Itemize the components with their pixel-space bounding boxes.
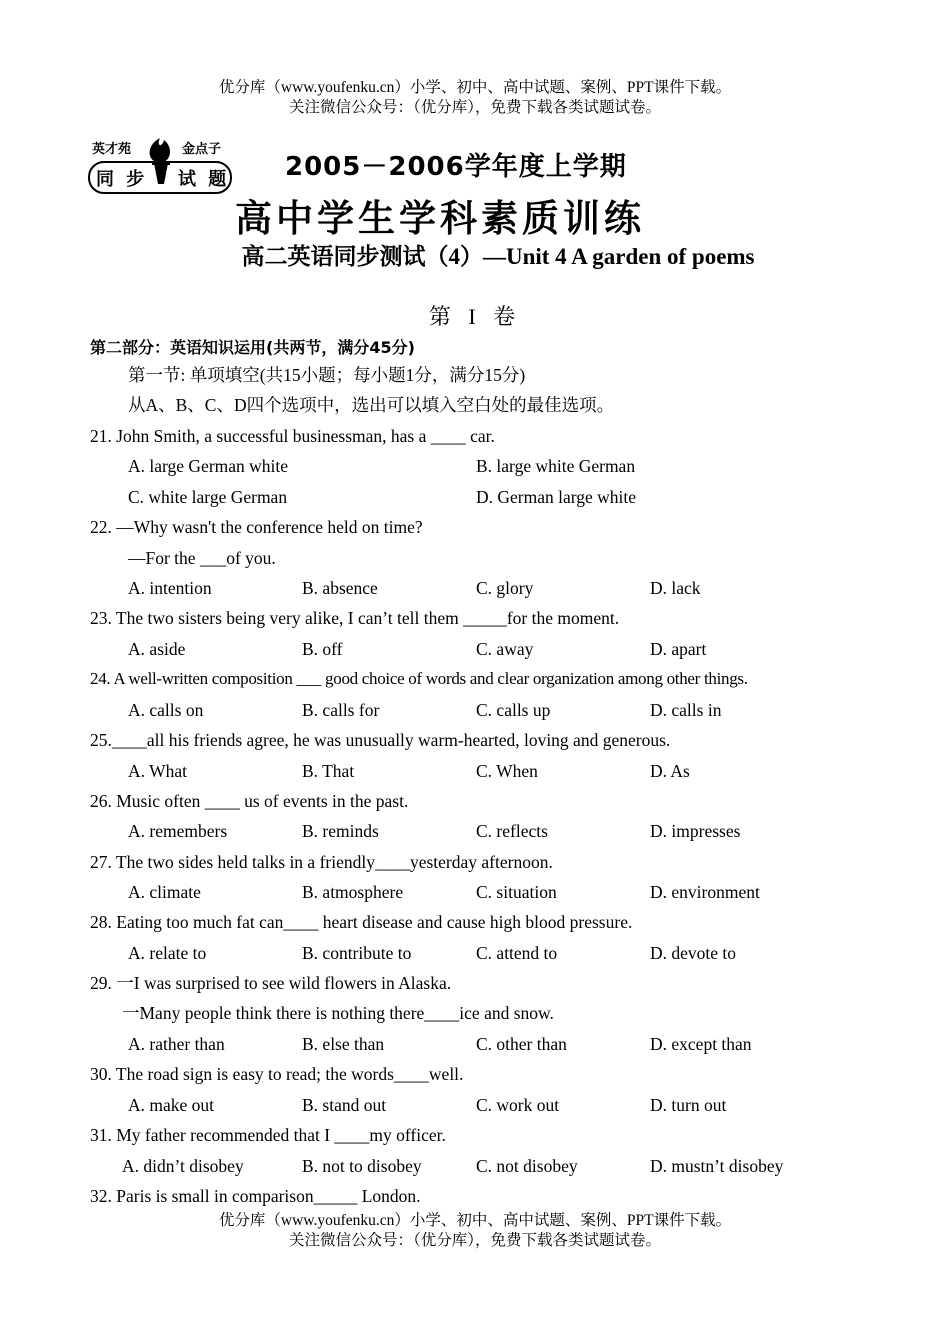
question-stem: 23. The two sisters being very alike, I can’t tell them _____for the moment.: [90, 608, 620, 628]
option-a: A. relate to: [128, 943, 207, 963]
option-a: A. aside: [128, 639, 186, 659]
question-stem: 31. My father recommended that I ____my officer.: [90, 1125, 446, 1145]
footer-line-2: 关注微信公众号：（优分库），免费下载各类试题试卷。: [288, 1232, 661, 1249]
option-a: A. rather than: [128, 1034, 225, 1054]
option-b: B. large white German: [476, 456, 636, 476]
option-a: A. large German white: [128, 456, 289, 476]
option-d: D. German large white: [476, 487, 637, 507]
footer-line-1: 优分库（www.youfenku.cn）小学、初中、高中试题、案例、PPT课件下载。: [218, 1212, 732, 1229]
option-a: A. What: [128, 761, 187, 781]
option-b: B. stand out: [302, 1095, 387, 1115]
title-subtitle: 高二英语同步测试（4）—Unit 4 A garden of poems: [241, 244, 755, 269]
option-b: B. That: [302, 761, 355, 781]
title-main: 高中学生学科素质训练: [235, 197, 645, 240]
question-stem: 29. 一I was surprised to see wild flowers in Alaska.: [90, 973, 452, 993]
header-line-2: 关注微信公众号：（优分库），免费下载各类试题试卷。: [288, 99, 661, 116]
option-b: B. contribute to: [302, 943, 412, 963]
instructions: 从A、B、C、D四个选项中，选出可以填入空白处的最佳选项。: [128, 395, 615, 415]
title-year: 2005－2006学年度上学期: [285, 152, 627, 182]
question-stem: 32. Paris is small in comparison_____ London.: [90, 1186, 421, 1206]
option-d: D. devote to: [650, 943, 737, 963]
question-stem-2: —For the ___of you.: [128, 548, 276, 568]
question-stem: 27. The two sides held talks in a friendly____yesterday afternoon.: [90, 852, 553, 872]
option-d: D. lack: [650, 578, 701, 598]
logo-bottom-left: 同 步: [96, 169, 148, 190]
question-stem: 22. —Why wasn't the conference held on time?: [90, 517, 423, 537]
logo-left-text: 英才苑: [92, 142, 132, 157]
option-d: D. impresses: [650, 821, 741, 841]
question-stem: 30. The road sign is easy to read; the words____well.: [90, 1064, 464, 1084]
logo-right-text: 金点子: [182, 142, 222, 157]
option-b: B. not to disobey: [302, 1156, 422, 1176]
option-c: C. work out: [476, 1095, 560, 1115]
option-b: B. calls for: [302, 700, 380, 720]
part1-heading: 第一节: 单项填空(共15小题；每小题1分，满分15分): [128, 365, 526, 385]
option-c: C. away: [476, 639, 534, 659]
option-b: B. off: [302, 639, 343, 659]
question-stem: 25.____all his friends agree, he was unusually warm-hearted, loving and generous.: [90, 730, 671, 750]
option-c: C. calls up: [476, 700, 551, 720]
option-a: A. calls on: [128, 700, 204, 720]
title-volume: 第 I 卷: [428, 304, 522, 329]
option-c: C. reflects: [476, 821, 548, 841]
option-a: A. remembers: [128, 821, 228, 841]
option-d: D. turn out: [650, 1095, 727, 1115]
option-c: C. When: [476, 761, 538, 781]
option-c: C. other than: [476, 1034, 567, 1054]
question-stem: 21. John Smith, a successful businessman, has a ____ car.: [90, 426, 495, 446]
logo: [88, 138, 234, 196]
header-line-1: 优分库（www.youfenku.cn）小学、初中、高中试题、案例、PPT课件下载。: [218, 79, 732, 96]
option-c: C. not disobey: [476, 1156, 578, 1176]
option-a: A. didn’t disobey: [122, 1156, 244, 1176]
option-d: D. As: [650, 761, 690, 781]
question-stem: 26. Music often ____ us of events in the past.: [90, 791, 409, 811]
option-a: A. make out: [128, 1095, 215, 1115]
section-heading: 第二部分：英语知识运用(共两节，满分45分): [90, 338, 415, 357]
option-d: D. mustn’t disobey: [650, 1156, 784, 1176]
question-stem-2: 一Many people think there is nothing there____ice and snow.: [122, 1003, 554, 1023]
question-stem: 28. Eating too much fat can____ heart disease and cause high blood pressure.: [90, 912, 633, 932]
option-d: D. apart: [650, 639, 707, 659]
option-d: D. except than: [650, 1034, 752, 1054]
option-c: C. attend to: [476, 943, 558, 963]
option-c: C. situation: [476, 882, 557, 902]
option-d: D. environment: [650, 882, 760, 902]
option-b: B. else than: [302, 1034, 385, 1054]
option-a: A. intention: [128, 578, 212, 598]
option-b: B. reminds: [302, 821, 379, 841]
option-c: C. white large German: [128, 487, 288, 507]
option-d: D. calls in: [650, 700, 722, 720]
option-a: A. climate: [128, 882, 201, 902]
option-b: B. absence: [302, 578, 378, 598]
option-c: C. glory: [476, 578, 534, 598]
logo-bottom-right: 试 题: [178, 169, 230, 190]
option-b: B. atmosphere: [302, 882, 404, 902]
question-stem: 24. A well-written composition ___ good choice of words and clear organization among other things.: [90, 669, 748, 688]
